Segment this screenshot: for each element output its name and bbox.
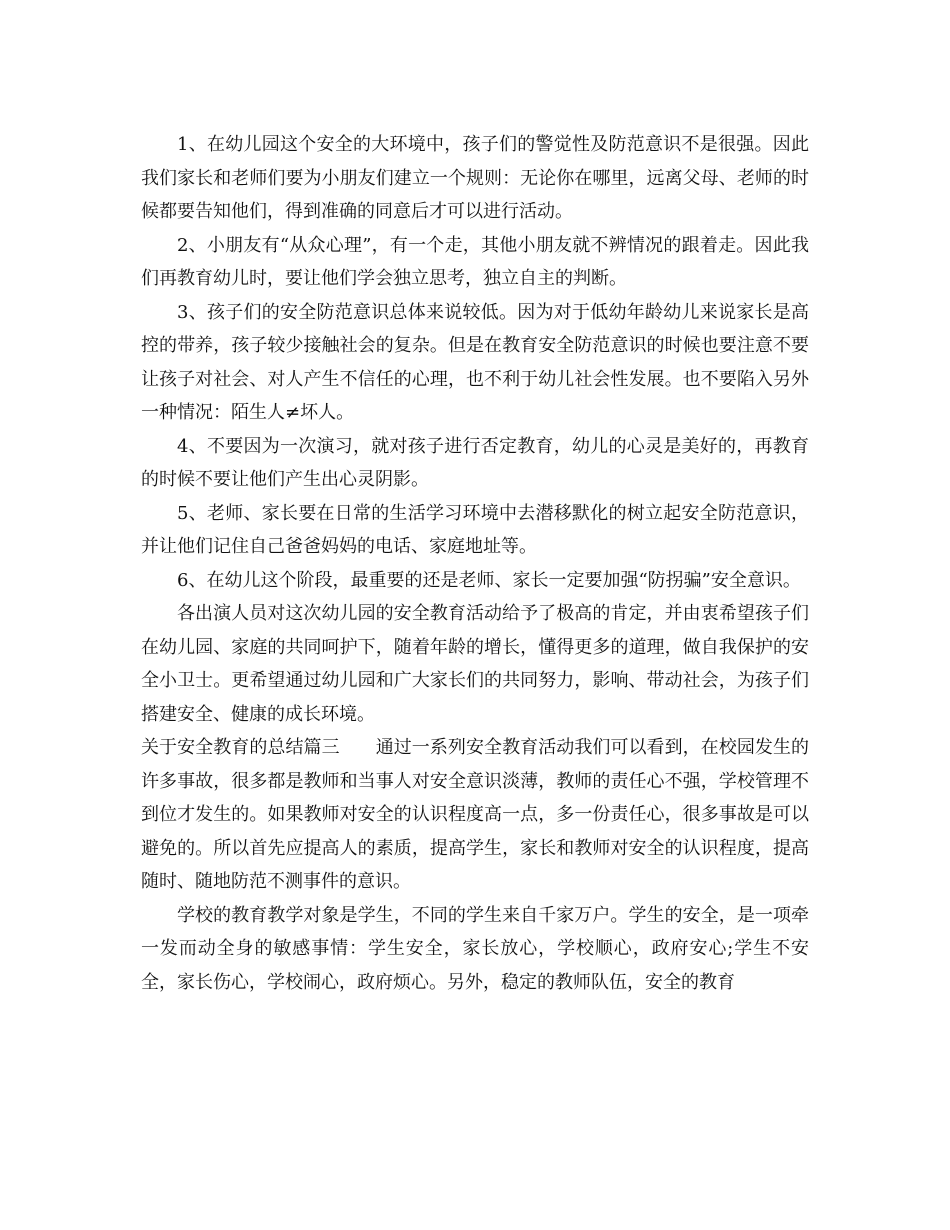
paragraph-6: 6、在幼儿这个阶段，最重要的还是老师、家长一定要加强“防拐骗”安全意识。 [177, 569, 801, 591]
paragraph-5: 5、老师、家长要在日常的生活学习环境中去潜移默化的树立起安全防范意识，并让他们记住自己爸爸妈妈的电话、家庭地址等。 [141, 502, 809, 557]
paragraph-2: 2、小朋友有“从众心理”，有一个走，其他小朋友就不辨情况的跟着走。因此我们再教育幼儿时，要让他们学会独立思考，独立自主的判断。 [141, 234, 809, 289]
paragraph-last: 学校的教育教学对象是学生，不同的学生来自千家万户。学生的安全，是一项牵一发而动全身的敏感事情：学生安全，家长放心，学校顺心，政府安心;学生不安全，家长伤心，学校闹心，政府烦心。另外，稳定的教师队伍，安全的教育 [141, 904, 809, 993]
document-page [141, 128, 809, 999]
paragraph-1: 1、在幼儿园这个安全的大环境中，孩子们的警觉性及防范意识不是很强。因此我们家长和老师们要为小朋友们建立一个规则：无论你在哪里，远离父母、老师的时候都要告知他们，得到准确的同意后才可以进行活动。 [141, 134, 809, 222]
paragraph-3: 3、孩子们的安全防范意识总体来说较低。因为对于低幼年龄幼儿来说家长是高控的带养，孩子较少接触社会的复杂。但是在教育安全防范意识的时候也要注意不要让孩子对社会、对人产生不信任的心理，也不利于幼儿社会性发展。也不要陷入另外一种情况：陌生人≠坏人。 [141, 301, 809, 423]
paragraph-7: 各出演人员对这次幼儿园的安全教育活动给予了极高的肯定，并由衷希望孩子们在幼儿园、家庭的共同呵护下，随着年龄的增长，懂得更多的道理，做自我保护的安全小卫士。更希望通过幼儿园和广大家长们的共同努力，影响、带动社会，为孩子们搭建安全、健康的成长环境。 [141, 603, 809, 725]
section-first-paragraph: 通过一系列安全教育活动我们可以看到，在校园发生的许多事故，很多都是教师和当事人对安全意识淡薄，教师的责任心不强，学校管理不到位才发生的。如果教师对安全的认识程度高一点，多一份责任心，很多事故是可以避免的。所以首先应提高人的素质，提高学生，家长和教师对安全的认识程度，提高随时、随地防范不测事件的意识。 [141, 737, 810, 892]
section-heading: 关于安全教育的总结篇三 [141, 737, 340, 758]
paragraph-4: 4、不要因为一次演习，就对孩子进行否定教育，幼儿的心灵是美好的，再教育的时候不要让他们产生出心灵阴影。 [141, 435, 809, 490]
section-paragraph [141, 731, 809, 899]
